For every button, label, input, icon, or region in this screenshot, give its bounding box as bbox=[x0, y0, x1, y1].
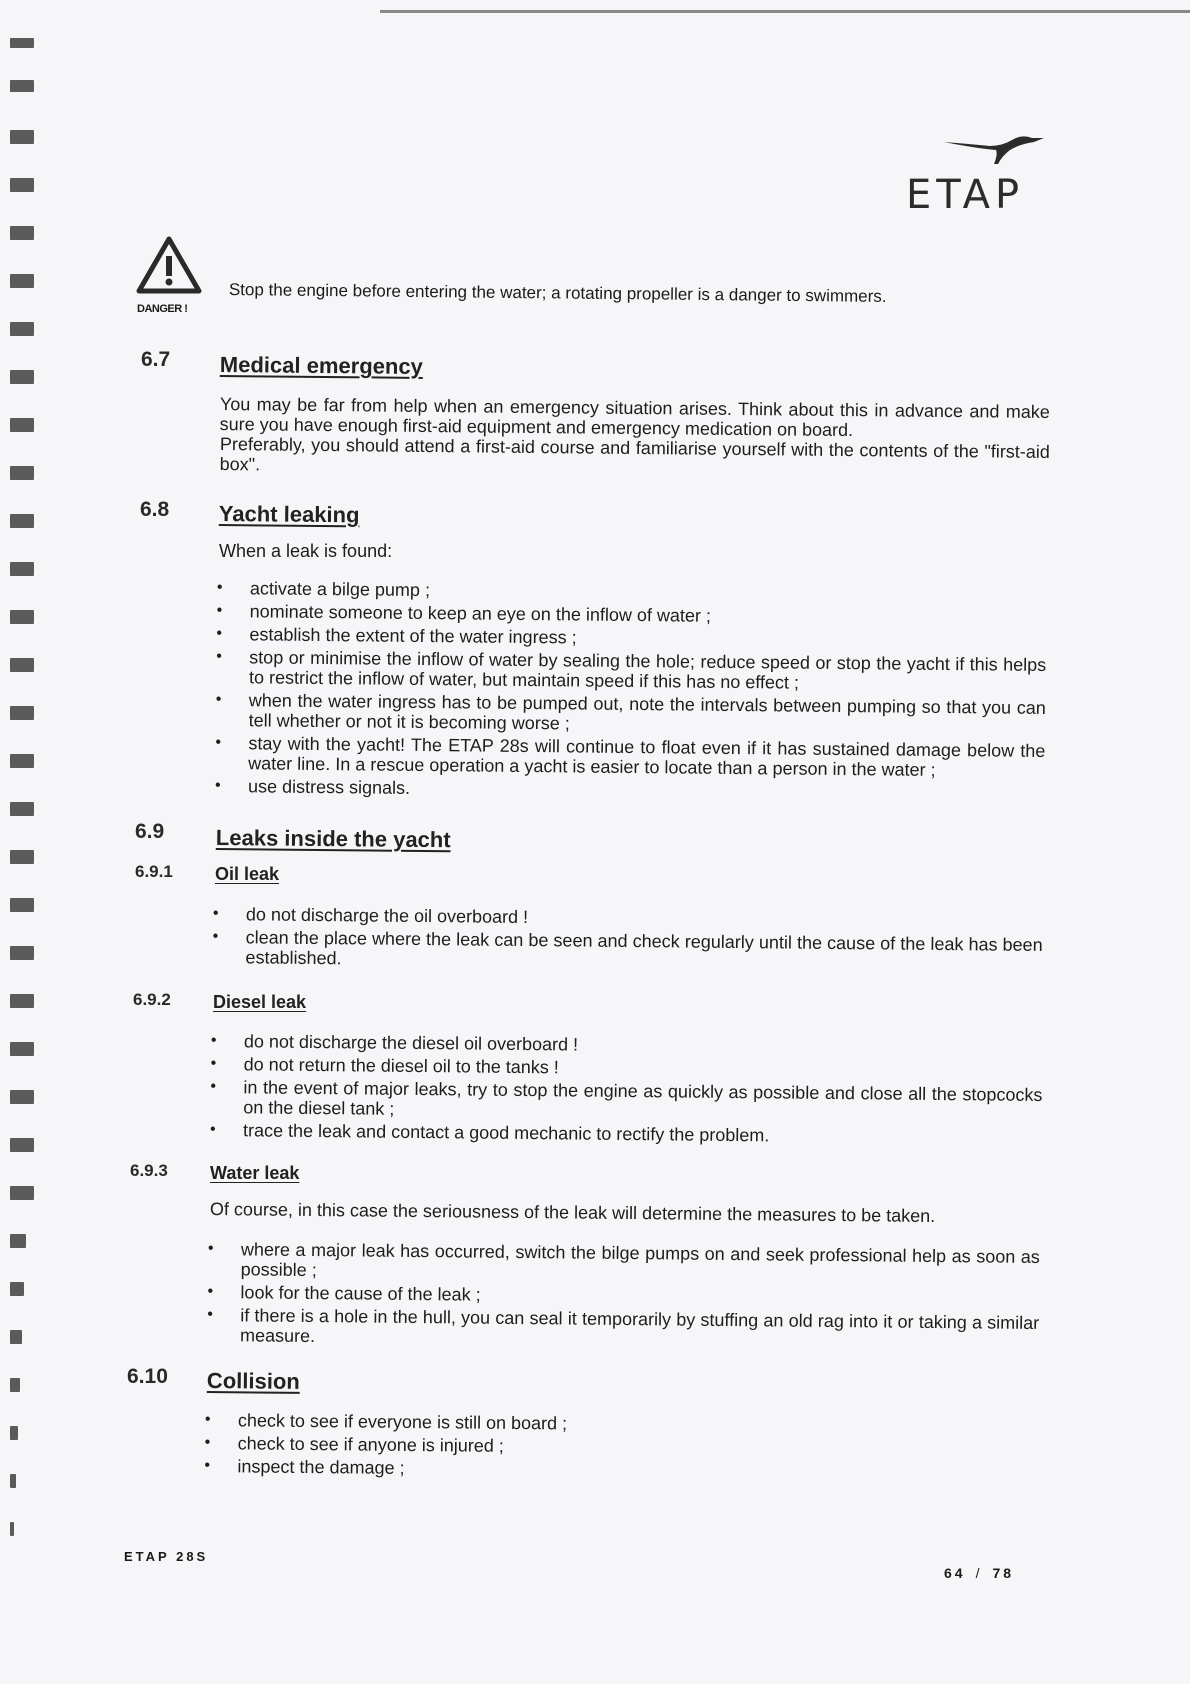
list-item: • use distress signals. bbox=[215, 776, 1045, 804]
page-number bbox=[944, 1565, 1014, 1581]
section-number: 6.9.1 bbox=[135, 862, 173, 881]
section-heading-yacht-leaking: Yacht leaking bbox=[218, 501, 360, 528]
list-item: • establish the extent of the water ingress ; bbox=[216, 624, 1046, 652]
spiral-binding bbox=[0, 0, 40, 1684]
warning-triangle-icon bbox=[136, 236, 202, 294]
list-item: • look for the cause of the leak ; bbox=[207, 1282, 1039, 1310]
current-page: 64 bbox=[944, 1565, 966, 1581]
list-item: • stay with the yacht! The ETAP 28s will continue to float even if it has sustained damage below the water line. In a rescue operation a yacht is easier to locate than a person in the water ; bbox=[215, 733, 1045, 781]
logo-wordmark: ETAP bbox=[906, 172, 1025, 218]
section-number: 6.10 bbox=[127, 1365, 168, 1388]
section-heading-diesel-leak: Diesel leak bbox=[213, 992, 307, 1012]
total-pages: 78 bbox=[992, 1565, 1015, 1581]
top-rule bbox=[380, 10, 1190, 13]
list-item: • check to see if anyone is injured ; bbox=[205, 1433, 1035, 1461]
collision-list bbox=[204, 1410, 1035, 1487]
etap-logo bbox=[900, 130, 1060, 218]
section-heading-oil-leak: Oil leak bbox=[215, 864, 280, 884]
danger-label: DANGER ! bbox=[137, 303, 188, 315]
section-number: 6.7 bbox=[141, 348, 171, 371]
diesel-leak-list bbox=[210, 1031, 1043, 1151]
list-item: • inspect the damage ; bbox=[204, 1456, 1034, 1484]
section-heading-medical-emergency: Medical emergency bbox=[219, 352, 423, 379]
list-item: • do not return the diesel oil to the tanks ! bbox=[211, 1054, 1043, 1082]
section-number: 6.9 bbox=[135, 820, 165, 843]
list-item: • stop or minimise the inflow of water by sealing the hole; reduce speed or stop the yacht if this helps to restrict the inflow of water, but maintain speed if this has no effect ; bbox=[216, 647, 1046, 695]
list-item: • clean the place where the leak can be seen and check regularly until the cause of the leak has been established. bbox=[212, 927, 1042, 975]
list-item: • where a major leak has occurred, switch the bilge pumps on and seek professional help as soon as possible ; bbox=[208, 1239, 1040, 1287]
paragraph: You may be far from help when an emergency situation arises. Think about this in advance and make sure you have enough first-aid equipment and emergency medication on board. bbox=[219, 394, 1050, 441]
water-leak-list bbox=[207, 1239, 1040, 1356]
intro-text: When a leak is found: bbox=[219, 541, 393, 561]
footer-model: ETAP 28S bbox=[124, 1549, 209, 1564]
section-number: 6.9.2 bbox=[133, 990, 171, 1009]
oil-leak-list bbox=[212, 904, 1043, 978]
list-item: • check to see if everyone is still on board ; bbox=[205, 1410, 1035, 1438]
list-item: • activate a bilge pump ; bbox=[217, 578, 1047, 606]
list-item: • trace the leak and contact a good mechanic to rectify the problem. bbox=[210, 1120, 1042, 1148]
list-item: • do not discharge the diesel oil overboard ! bbox=[211, 1031, 1043, 1059]
list-item: • if there is a hole in the hull, you can seal it temporarily by stuffing an old rag into it or taking a similar measure. bbox=[207, 1305, 1039, 1353]
list-item: • in the event of major leaks, try to stop the engine as quickly as possible and close all the stopcocks on the diesel tank ; bbox=[210, 1077, 1042, 1125]
paragraph: Preferably, you should attend a first-aid course and familiarise yourself with the contents of the "first-aid box". bbox=[219, 434, 1050, 475]
section-heading-water-leak: Water leak bbox=[210, 1163, 300, 1183]
section-number: 6.9.3 bbox=[130, 1161, 168, 1180]
intro-text: Of course, in this case the seriousness of the leak will determine the measures to be taken. bbox=[209, 1199, 936, 1226]
list-item: • do not discharge the oil overboard ! bbox=[213, 904, 1043, 932]
section-heading-leaks-inside: Leaks inside the yacht bbox=[215, 825, 451, 853]
list-item: • when the water ingress has to be pumped out, note the intervals between pumping so that you can tell whether or not it is becoming worse ; bbox=[216, 690, 1046, 738]
page-separator: / bbox=[975, 1565, 983, 1581]
section-number: 6.8 bbox=[140, 498, 170, 521]
leak-steps-list bbox=[215, 578, 1047, 807]
list-item: • nominate someone to keep an eye on the inflow of water ; bbox=[217, 601, 1047, 629]
danger-text: Stop the engine before entering the water; a rotating propeller is a danger to swimmers. bbox=[228, 280, 887, 306]
section-heading-collision: Collision bbox=[206, 1368, 300, 1394]
